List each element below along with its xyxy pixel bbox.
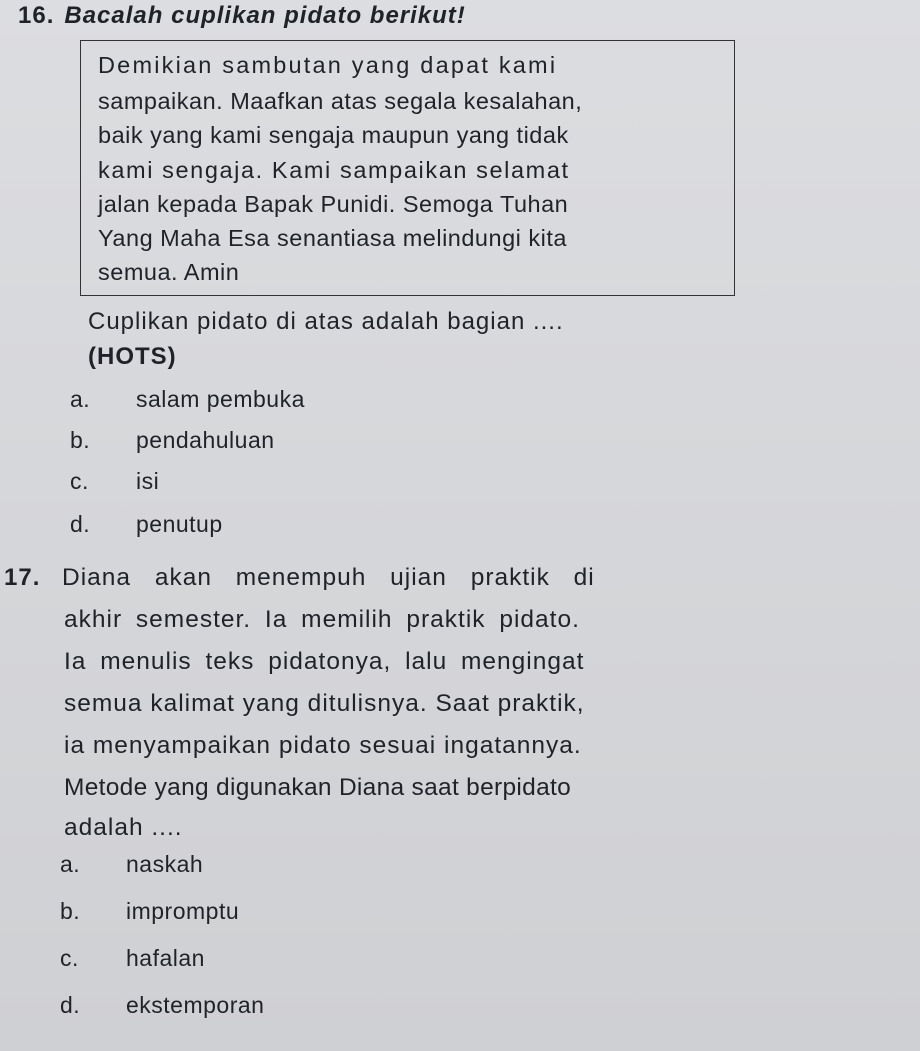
q16-option-a-text: salam pembuka	[136, 386, 305, 412]
q17-line-6: Metode yang digunakan Diana saat berpidato	[64, 774, 572, 801]
q17-option-a[interactable]	[60, 851, 203, 878]
q16-option-d[interactable]	[70, 511, 223, 538]
q17-option-d-text: ekstemporan	[126, 992, 265, 1018]
q16-option-b-letter: b.	[70, 427, 91, 453]
q17-line-2: akhir semester. Ia memilih praktik pidato.	[64, 606, 580, 633]
q17-line-4: semua kalimat yang ditulisnya. Saat praktik,	[64, 690, 585, 717]
q17-line-1: Diana akan menempuh ujian praktik di	[62, 564, 595, 591]
q17-option-a-text: naskah	[126, 851, 204, 877]
q17-option-b[interactable]	[60, 898, 239, 925]
q17-option-b-text: impromptu	[126, 898, 240, 924]
q16-option-a[interactable]	[70, 386, 305, 413]
question-16-heading	[18, 2, 466, 30]
hots-tag: (HOTS)	[88, 343, 177, 370]
q16-option-b[interactable]	[70, 427, 275, 454]
q17-line-3: Ia menulis teks pidatonya, lalu mengingat	[64, 648, 585, 675]
q16-option-c-letter: c.	[70, 468, 89, 494]
excerpt-line-5: jalan kepada Bapak Punidi. Semoga Tuhan	[98, 191, 569, 217]
excerpt-line-3: baik yang kami sengaja maupun yang tidak	[98, 122, 569, 148]
excerpt-line-2: sampaikan. Maafkan atas segala kesalahan,	[98, 88, 583, 114]
question-16-number: 16.	[18, 2, 55, 29]
q17-option-b-letter: b.	[60, 898, 81, 924]
question-16-stem: Cuplikan pidato di atas adalah bagian ....	[88, 308, 564, 335]
excerpt-line-4: kami sengaja. Kami sampaikan selamat	[98, 157, 570, 183]
q16-option-a-letter: a.	[70, 386, 91, 412]
q17-option-d-letter: d.	[60, 992, 81, 1018]
q17-line-5: ia menyampaikan pidato sesuai ingatannya.	[64, 732, 582, 759]
excerpt-line-6: Yang Maha Esa senantiasa melindungi kita	[98, 225, 567, 251]
q17-option-d[interactable]	[60, 992, 264, 1019]
question-16-instruction: Bacalah cuplikan pidato berikut!	[64, 2, 466, 29]
q16-option-d-letter: d.	[70, 511, 91, 537]
q17-line-7: adalah ....	[64, 814, 183, 841]
excerpt-line-7: semua. Amin	[98, 259, 240, 285]
question-17-number: 17.	[4, 564, 41, 591]
q17-option-c[interactable]	[60, 945, 205, 972]
excerpt-line-1: Demikian sambutan yang dapat kami	[98, 52, 558, 78]
q17-option-a-letter: a.	[60, 851, 81, 877]
q16-option-c-text: isi	[136, 468, 160, 494]
q17-option-c-letter: c.	[60, 945, 79, 971]
q16-option-d-text: penutup	[136, 511, 223, 537]
q16-option-c[interactable]	[70, 468, 159, 495]
q17-option-c-text: hafalan	[126, 945, 205, 971]
q16-option-b-text: pendahuluan	[136, 427, 275, 453]
